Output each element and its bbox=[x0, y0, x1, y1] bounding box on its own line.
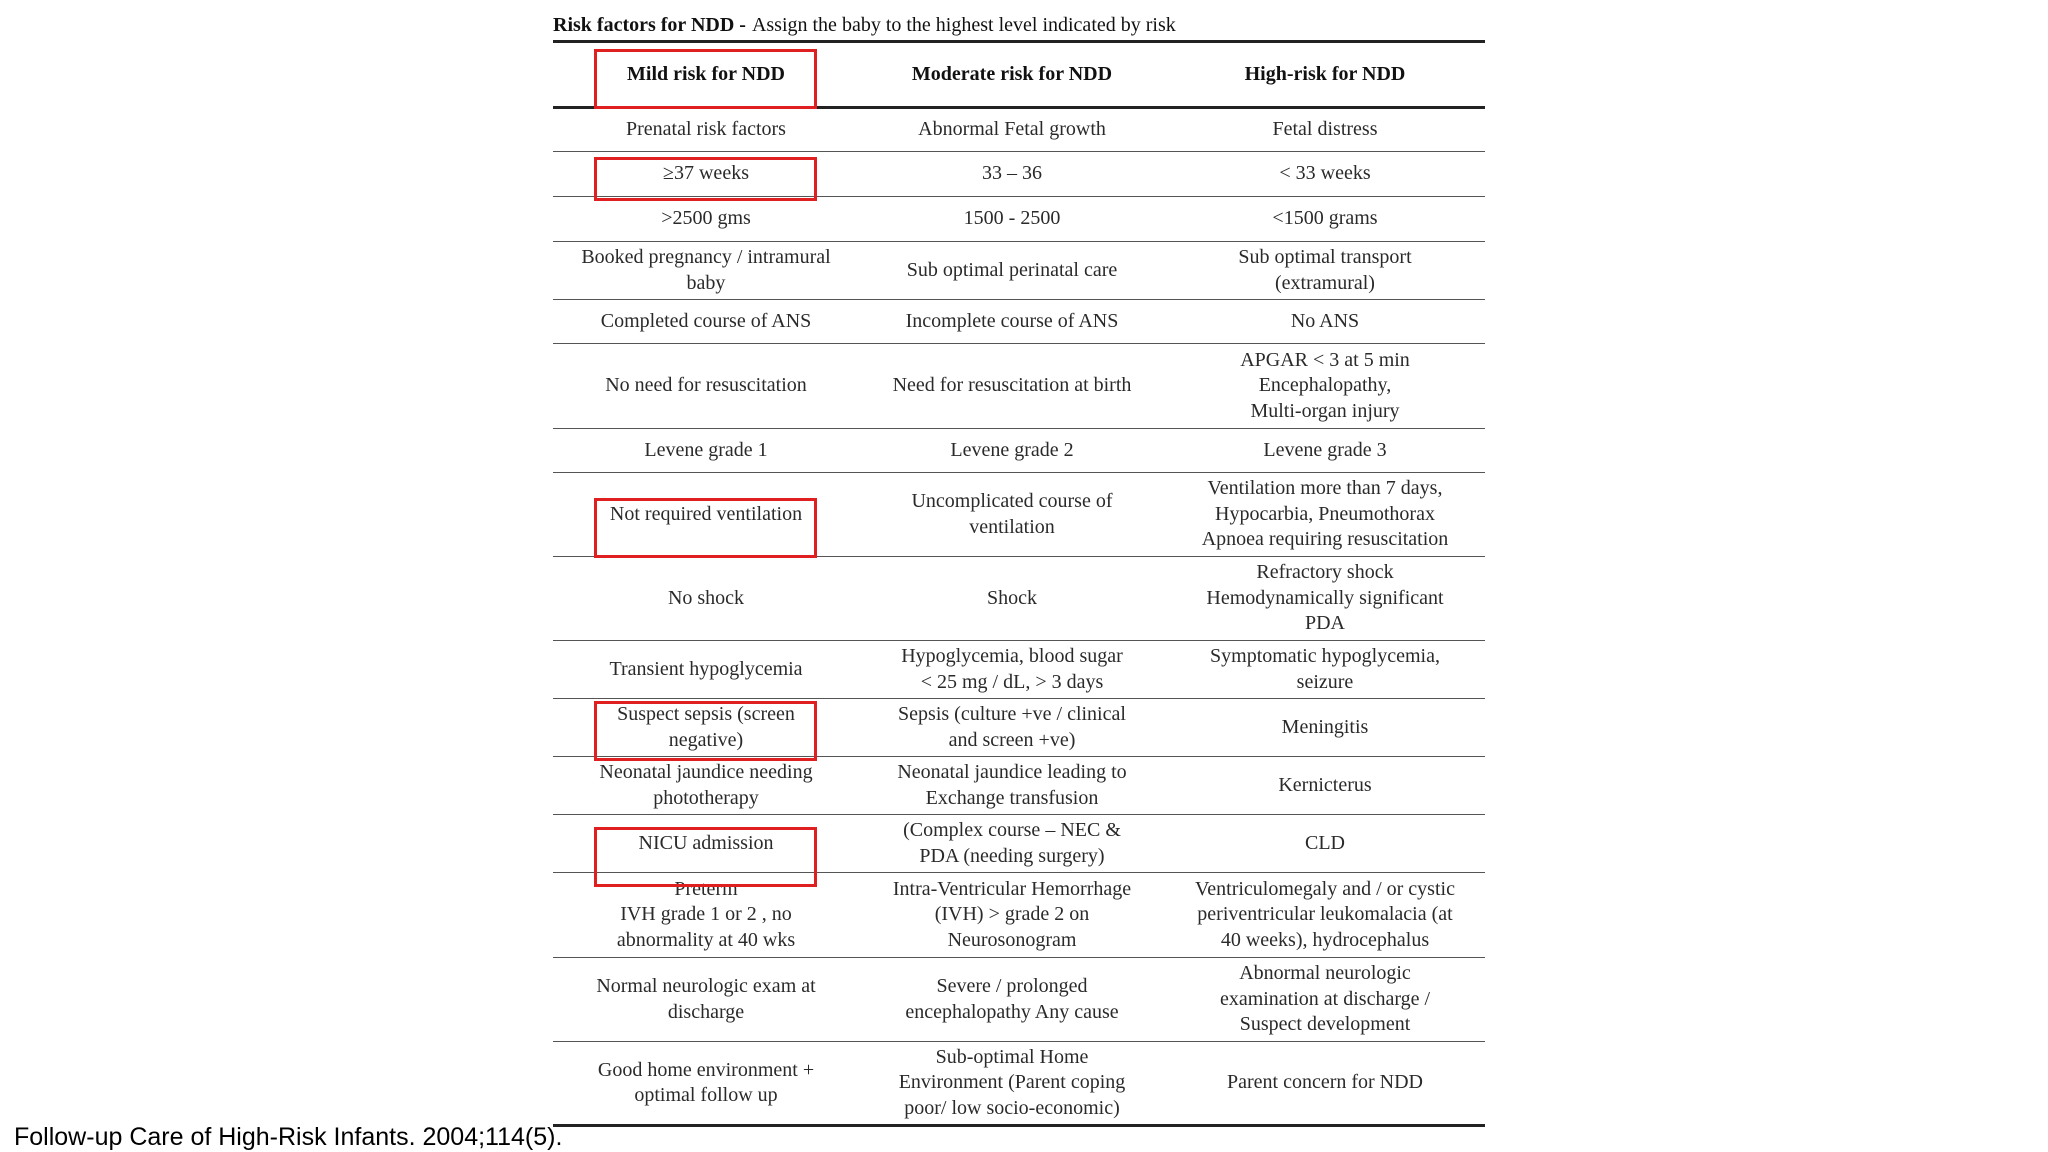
cell-text: 1500 - 2500 bbox=[963, 207, 1061, 230]
cell-moderate bbox=[859, 242, 1165, 300]
cell-text: Refractory shock Hemodynamically significant PDA bbox=[1206, 561, 1444, 635]
cell-text: Fetal distress bbox=[1272, 118, 1378, 141]
cell-high bbox=[1165, 429, 1485, 473]
cell-mild bbox=[553, 958, 859, 1042]
cell-text: Abnormal Fetal growth bbox=[918, 118, 1106, 141]
cell-text: Shock bbox=[987, 586, 1037, 609]
ndd-risk-table bbox=[553, 40, 1485, 1127]
cell-mild bbox=[553, 815, 859, 873]
citation: Follow-up Care of High-Risk Infants. 2004;114(5). bbox=[14, 1123, 563, 1151]
cell-text: Normal neurologic exam at discharge bbox=[596, 975, 816, 1023]
cell-high bbox=[1165, 108, 1485, 152]
table-row bbox=[553, 429, 1485, 473]
cell-moderate bbox=[859, 757, 1165, 815]
cell-moderate bbox=[859, 152, 1165, 197]
cell-text: ≥37 weeks bbox=[663, 162, 749, 185]
cell-text: CLD bbox=[1305, 831, 1345, 854]
cell-text: Good home environment + optimal follow up bbox=[597, 1058, 815, 1106]
cell-moderate bbox=[859, 958, 1165, 1042]
cell-text: Ventilation more than 7 days, Hypocarbia, Pneumothorax Apnoea requiring resuscitation bbox=[1201, 477, 1449, 551]
cell-mild bbox=[553, 641, 859, 699]
cell-text: Booked pregnancy / intramural baby bbox=[581, 246, 831, 294]
cell-mild bbox=[553, 873, 859, 958]
table-row bbox=[553, 815, 1485, 873]
cell-high bbox=[1165, 641, 1485, 699]
cell-text: Symptomatic hypoglycemia, seizure bbox=[1210, 645, 1440, 693]
cell-text: Levene grade 2 bbox=[950, 438, 1074, 461]
cell-text: <1500 grams bbox=[1272, 207, 1378, 230]
cell-text: Sub optimal perinatal care bbox=[906, 258, 1118, 281]
cell-moderate bbox=[859, 197, 1165, 242]
cell-moderate bbox=[859, 300, 1165, 344]
cell-text: Sub-optimal Home Environment (Parent coping poor/ low socio-economic) bbox=[898, 1045, 1126, 1119]
cell-text: NICU admission bbox=[638, 831, 774, 854]
cell-mild bbox=[553, 344, 859, 429]
cell-high bbox=[1165, 815, 1485, 873]
cell-text: Abnormal neurologic examination at discharge / Suspect development bbox=[1219, 962, 1431, 1036]
table-row bbox=[553, 757, 1485, 815]
cell-text: Sub optimal transport (extramural) bbox=[1238, 246, 1412, 294]
cell-mild bbox=[553, 108, 859, 152]
table-row bbox=[553, 873, 1485, 958]
cell-text: 33 – 36 bbox=[982, 162, 1042, 185]
header-high: High-risk for NDD bbox=[1244, 63, 1406, 85]
cell-mild bbox=[553, 242, 859, 300]
cell-text: Suspect sepsis (screen negative) bbox=[617, 703, 795, 751]
cell-text: Neonatal jaundice needing phototherapy bbox=[599, 761, 813, 809]
cell-text: Preterm IVH grade 1 or 2 , no abnormality at 40 wks bbox=[616, 877, 796, 951]
table-heading bbox=[553, 10, 1485, 40]
table-row bbox=[553, 1042, 1485, 1126]
cell-high bbox=[1165, 473, 1485, 557]
heading-description: Assign the baby to the highest level indicated by risk bbox=[751, 13, 1176, 36]
cell-high bbox=[1165, 557, 1485, 641]
cell-moderate bbox=[859, 699, 1165, 757]
cell-text: No shock bbox=[667, 586, 745, 609]
cell-text: Incomplete course of ANS bbox=[905, 309, 1119, 332]
cell-text: >2500 gms bbox=[661, 207, 751, 230]
table-row bbox=[553, 242, 1485, 300]
cell-moderate bbox=[859, 873, 1165, 958]
cell-high bbox=[1165, 300, 1485, 344]
cell-text: Levene grade 1 bbox=[644, 438, 768, 461]
cell-mild bbox=[553, 1042, 859, 1126]
table-row bbox=[553, 473, 1485, 557]
cell-text: Parent concern for NDD bbox=[1226, 1071, 1424, 1094]
cell-moderate bbox=[859, 473, 1165, 557]
cell-moderate bbox=[859, 641, 1165, 699]
cell-high bbox=[1165, 699, 1485, 757]
header-row bbox=[553, 42, 1485, 108]
cell-moderate bbox=[859, 344, 1165, 429]
cell-mild bbox=[553, 429, 859, 473]
table-row bbox=[553, 557, 1485, 641]
cell-text: (Complex course – NEC & PDA (needing surgery) bbox=[903, 819, 1121, 867]
table-row bbox=[553, 958, 1485, 1042]
table-row bbox=[553, 344, 1485, 429]
cell-mild bbox=[553, 152, 859, 197]
cell-high bbox=[1165, 152, 1485, 197]
risk-factor-document bbox=[553, 10, 1485, 1127]
cell-mild bbox=[553, 300, 859, 344]
cell-mild bbox=[553, 197, 859, 242]
table-row bbox=[553, 300, 1485, 344]
cell-text: Kernicterus bbox=[1278, 773, 1372, 796]
cell-text: Not required ventilation bbox=[609, 502, 803, 525]
cell-high bbox=[1165, 958, 1485, 1042]
table-body bbox=[553, 108, 1485, 1126]
cell-mild bbox=[553, 757, 859, 815]
cell-mild bbox=[553, 473, 859, 557]
cell-text: Intra-Ventricular Hemorrhage (IVH) > grade 2 on Neurosonogram bbox=[892, 877, 1132, 951]
cell-high bbox=[1165, 344, 1485, 429]
cell-text: Uncomplicated course of ventilation bbox=[911, 490, 1113, 538]
cell-text: Severe / prolonged encephalopathy Any cause bbox=[905, 975, 1119, 1023]
header-mild: Mild risk for NDD bbox=[627, 63, 785, 85]
cell-text: Transient hypoglycemia bbox=[609, 657, 803, 680]
cell-high bbox=[1165, 757, 1485, 815]
cell-text: Ventriculomegaly and / or cystic periventricular leukomalacia (at 40 weeks), hydrocephalus bbox=[1195, 877, 1455, 951]
table-row bbox=[553, 699, 1485, 757]
cell-high bbox=[1165, 873, 1485, 958]
cell-moderate bbox=[859, 1042, 1165, 1126]
cell-text: No need for resuscitation bbox=[605, 374, 807, 397]
cell-text: Sepsis (culture +ve / clinical and screen +ve) bbox=[898, 703, 1126, 751]
cell-mild bbox=[553, 699, 859, 757]
cell-text: APGAR < 3 at 5 min Encephalopathy, Multi-organ injury bbox=[1240, 348, 1410, 422]
cell-text: < 33 weeks bbox=[1279, 162, 1371, 185]
cell-moderate bbox=[859, 429, 1165, 473]
cell-moderate bbox=[859, 108, 1165, 152]
cell-text: Hypoglycemia, blood sugar < 25 mg / dL, > 3 days bbox=[901, 645, 1123, 693]
table-row bbox=[553, 197, 1485, 242]
table-row bbox=[553, 108, 1485, 152]
heading-bold: Risk factors for NDD - bbox=[553, 13, 746, 36]
cell-moderate bbox=[859, 815, 1165, 873]
cell-text: Levene grade 3 bbox=[1263, 438, 1387, 461]
cell-high bbox=[1165, 197, 1485, 242]
cell-text: Prenatal risk factors bbox=[626, 118, 786, 141]
cell-text: Neonatal jaundice leading to Exchange transfusion bbox=[897, 761, 1127, 809]
cell-text: Need for resuscitation at birth bbox=[892, 374, 1132, 397]
cell-text: Completed course of ANS bbox=[600, 309, 812, 332]
table-row bbox=[553, 152, 1485, 197]
table-row bbox=[553, 641, 1485, 699]
cell-text: Meningitis bbox=[1281, 715, 1369, 738]
cell-mild bbox=[553, 557, 859, 641]
cell-text: No ANS bbox=[1290, 309, 1360, 332]
cell-high bbox=[1165, 1042, 1485, 1126]
header-moderate: Moderate risk for NDD bbox=[911, 63, 1113, 85]
cell-high bbox=[1165, 242, 1485, 300]
cell-moderate bbox=[859, 557, 1165, 641]
